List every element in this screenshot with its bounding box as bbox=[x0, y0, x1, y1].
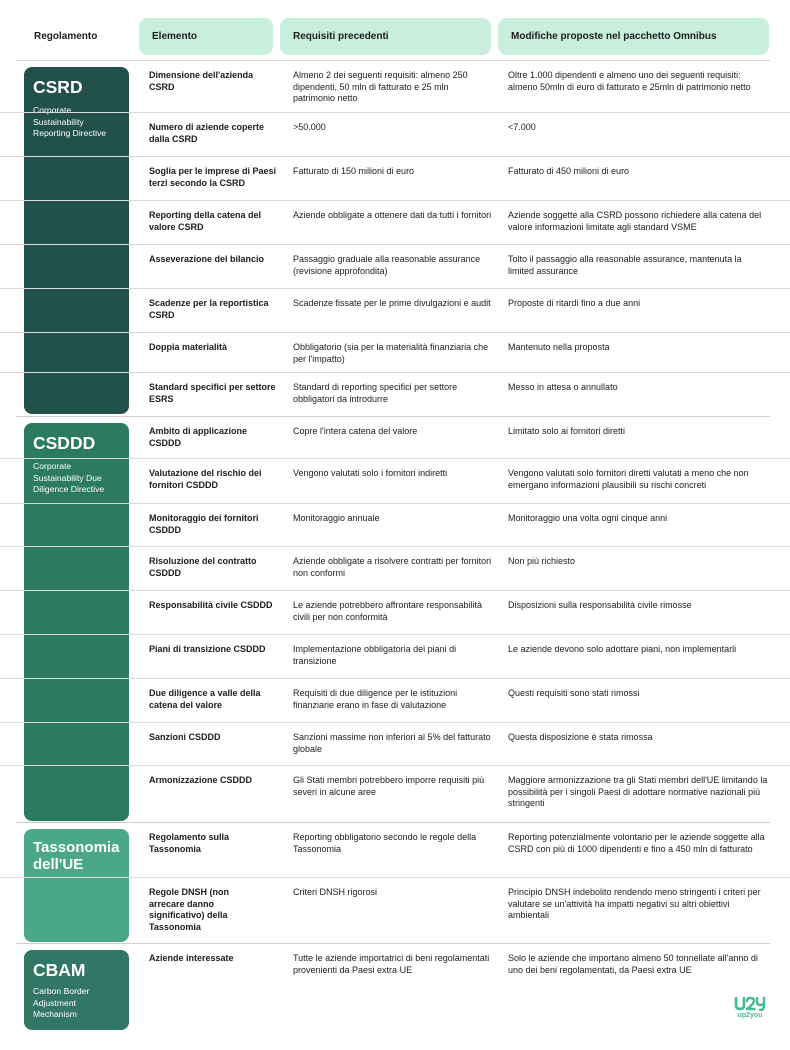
cell-requisiti: Requisiti di due diligence per le istituzioni finanziarie erano in fase di valutazione bbox=[293, 688, 458, 710]
section-title: CSDDD bbox=[33, 433, 96, 453]
table-row bbox=[0, 373, 790, 416]
section-csrd bbox=[0, 61, 790, 416]
cell-requisiti: Gli Stati membri potrebbero imporre requisiti più severi in alcune aree bbox=[293, 775, 485, 797]
cell-modifiche: Non più richiesto bbox=[508, 556, 576, 566]
cell-elemento: Regole DNSH (non arrecare danno significativo) della Tassonomia bbox=[149, 887, 229, 932]
cell-elemento: Reporting della catena del valore CSRD bbox=[149, 210, 262, 232]
cell-requisiti: Vengono valutati solo i fornitori indiretti bbox=[293, 468, 448, 478]
table-row bbox=[0, 113, 790, 157]
table-row bbox=[0, 459, 790, 504]
cell-requisiti: Almeno 2 dei seguenti requisiti: almeno 250 dipendenti, 50 mln di fatturato e 25 mln patrimonio netto bbox=[293, 70, 468, 104]
section-subtitle: Corporate Sustainability Due Diligence Directive bbox=[33, 461, 105, 495]
cell-modifiche: Maggiore armonizzazione tra gli Stati membri dell'UE limitando la possibilità per i singoli Paesi di adottare normative nazionali più stringenti bbox=[508, 775, 768, 809]
cell-requisiti: Passaggio graduale alla reasonable assurance (revisione approfondita) bbox=[293, 254, 481, 276]
cell-elemento: Piani di transizione CSDDD bbox=[149, 644, 266, 654]
cell-elemento: Asseverazione del bilancio bbox=[149, 254, 265, 264]
table-row bbox=[0, 723, 790, 766]
cell-elemento: Dimensione dell'azienda CSRD bbox=[149, 70, 254, 92]
cell-requisiti: Aziende obbligate a risolvere contratti per fornitori non conformi bbox=[293, 556, 492, 578]
section-cbam bbox=[0, 944, 790, 1028]
section-title: CBAM bbox=[33, 960, 86, 980]
cell-elemento: Risoluzione del contratto CSDDD bbox=[149, 556, 257, 578]
cell-modifiche: Fatturato di 450 milioni di euro bbox=[508, 166, 630, 176]
cell-elemento: Ambito di applicazione CSDDD bbox=[149, 426, 248, 448]
cell-modifiche: <7.000 bbox=[508, 122, 536, 132]
cell-requisiti: Fatturato di 150 milioni di euro bbox=[293, 166, 415, 176]
table-row bbox=[0, 289, 790, 333]
logo-text: up2you bbox=[737, 1012, 763, 1019]
u2y-logo-icon bbox=[734, 996, 766, 1011]
table-row bbox=[0, 766, 790, 822]
up2you-logo bbox=[732, 996, 768, 1022]
table-header bbox=[0, 18, 790, 56]
cell-modifiche: Tolto il passaggio alla reasonable assurance, mantenuta la limited assurance bbox=[508, 254, 742, 276]
section-title: Tassonomia dell'UE bbox=[33, 839, 120, 873]
table-row bbox=[0, 333, 790, 373]
cell-elemento: Aziende interessate bbox=[149, 953, 234, 963]
table-row bbox=[0, 591, 790, 635]
cell-elemento: Scadenze per la reportistica CSRD bbox=[149, 298, 269, 320]
cell-modifiche: Vengono valutati solo fornitori diretti valutati a meno che non emergano informazioni plausibili su rischi concreti bbox=[508, 468, 749, 490]
cell-modifiche: Principio DNSH indebolito rendendo meno stringenti i criteri per valutare se un'attività ha impatti negativi su altri obiettivi ambientali bbox=[508, 887, 761, 921]
cell-elemento: Soglia per le imprese di Paesi terzi secondo la CSRD bbox=[149, 166, 277, 188]
cell-elemento: Regolamento sulla Tassonomia bbox=[149, 832, 230, 854]
cell-modifiche: Oltre 1.000 dipendenti e almeno uno dei seguenti requisiti: almeno 50mln di euro di fatturato e 25mln di patrimonio netto bbox=[508, 70, 751, 92]
cell-requisiti: Scadenze fissate per le prime divulgazioni e audit bbox=[293, 298, 491, 308]
section-tassonomia bbox=[0, 823, 790, 943]
cell-requisiti: >50.000 bbox=[293, 122, 326, 132]
cell-modifiche: Mantenuto nella proposta bbox=[508, 342, 610, 352]
cell-elemento: Numero di aziende coperte dalla CSRD bbox=[149, 122, 265, 144]
cell-modifiche: Messo in attesa o annullato bbox=[508, 382, 618, 392]
table-row bbox=[0, 61, 790, 113]
cell-elemento: Armonizzazione CSDDD bbox=[149, 775, 253, 785]
cell-modifiche: Le aziende devono solo adottare piani, non implementarli bbox=[508, 644, 737, 654]
cell-modifiche: Disposizioni sulla responsabilità civile rimosse bbox=[508, 600, 692, 610]
cell-modifiche: Questi requisiti sono stati rimossi bbox=[508, 688, 640, 698]
header-requisiti-precedenti: Requisiti precedenti bbox=[280, 18, 491, 55]
table-row bbox=[0, 823, 790, 878]
cell-elemento: Sanzioni CSDDD bbox=[149, 732, 221, 742]
table-row bbox=[0, 547, 790, 591]
cell-modifiche: Questa disposizione è stata rimossa bbox=[508, 732, 653, 742]
table-row bbox=[0, 157, 790, 201]
cell-modifiche: Monitoraggio una volta ogni cinque anni bbox=[508, 513, 668, 523]
header-modifiche-proposte: Modifiche proposte nel pacchetto Omnibus bbox=[498, 18, 769, 55]
cell-requisiti: Implementazione obbligatoria dei piani di transizione bbox=[293, 644, 457, 666]
table-row bbox=[0, 635, 790, 679]
cell-requisiti: Criteri DNSH rigorosi bbox=[293, 887, 378, 897]
section-subtitle: Corporate Sustainability Reporting Directive bbox=[33, 105, 107, 139]
table-row bbox=[0, 201, 790, 245]
cell-requisiti: Copre l'intera catena del valore bbox=[293, 426, 418, 436]
section-subtitle: Carbon Border Adjustment Mechanism bbox=[33, 986, 90, 1020]
cell-requisiti: Standard di reporting specifici per settore obbligatori da introdurre bbox=[293, 382, 458, 404]
table-row bbox=[0, 878, 790, 943]
cell-elemento: Due diligence a valle della catena del valore bbox=[149, 688, 261, 710]
cell-modifiche: Limitato solo ai fornitori diretti bbox=[508, 426, 626, 436]
cell-modifiche: Solo le aziende che importano almeno 50 tonnellate all'anno di uno dei beni regolamentati, da Paesi extra UE bbox=[508, 953, 758, 975]
cell-requisiti: Monitoraggio annuale bbox=[293, 513, 380, 523]
table-row bbox=[0, 944, 790, 994]
table-row bbox=[0, 679, 790, 723]
cell-elemento: Monitoraggio dei fornitori CSDDD bbox=[149, 513, 259, 535]
cell-requisiti: Reporting obbligatorio secondo le regole della Tassonomia bbox=[293, 832, 477, 854]
cell-modifiche: Aziende soggette alla CSRD possono richiedere alla catena del valore informazioni limitate agli standard VSME bbox=[508, 210, 762, 232]
section-csddd bbox=[0, 417, 790, 822]
cell-elemento: Valutazione del rischio dei fornitori CSDDD bbox=[149, 468, 262, 490]
cell-elemento: Doppia materialità bbox=[149, 342, 228, 352]
header-regolamento: Regolamento bbox=[34, 31, 98, 42]
cell-requisiti: Sanzioni massime non inferiori al 5% del fatturato globale bbox=[293, 732, 491, 754]
table-row bbox=[0, 504, 790, 547]
cell-modifiche: Proposte di ritardi fino a due anni bbox=[508, 298, 641, 308]
cell-elemento: Responsabilità civile CSDDD bbox=[149, 600, 273, 610]
cell-requisiti: Aziende obbligate a ottenere dati da tutti i fornitori bbox=[293, 210, 492, 220]
cell-requisiti: Tutte le aziende importatrici di beni regolamentati provenienti da Paesi extra UE bbox=[293, 953, 490, 975]
cell-requisiti: Le aziende potrebbero affrontare responsabilità civili per non conformità bbox=[293, 600, 482, 622]
cell-elemento: Standard specifici per settore ESRS bbox=[149, 382, 276, 404]
cell-requisiti: Obbligatorio (sia per la materialità finanziaria che per l'impatto) bbox=[293, 342, 489, 364]
cell-modifiche: Reporting potenzialmente volontario per le aziende soggette alla CSRD con più di 1000 dipendenti e fino a 450 mln di fatturato bbox=[508, 832, 765, 854]
section-title: CSRD bbox=[33, 77, 83, 97]
header-elemento: Elemento bbox=[139, 18, 273, 55]
table-row bbox=[0, 245, 790, 289]
table-row bbox=[0, 417, 790, 459]
